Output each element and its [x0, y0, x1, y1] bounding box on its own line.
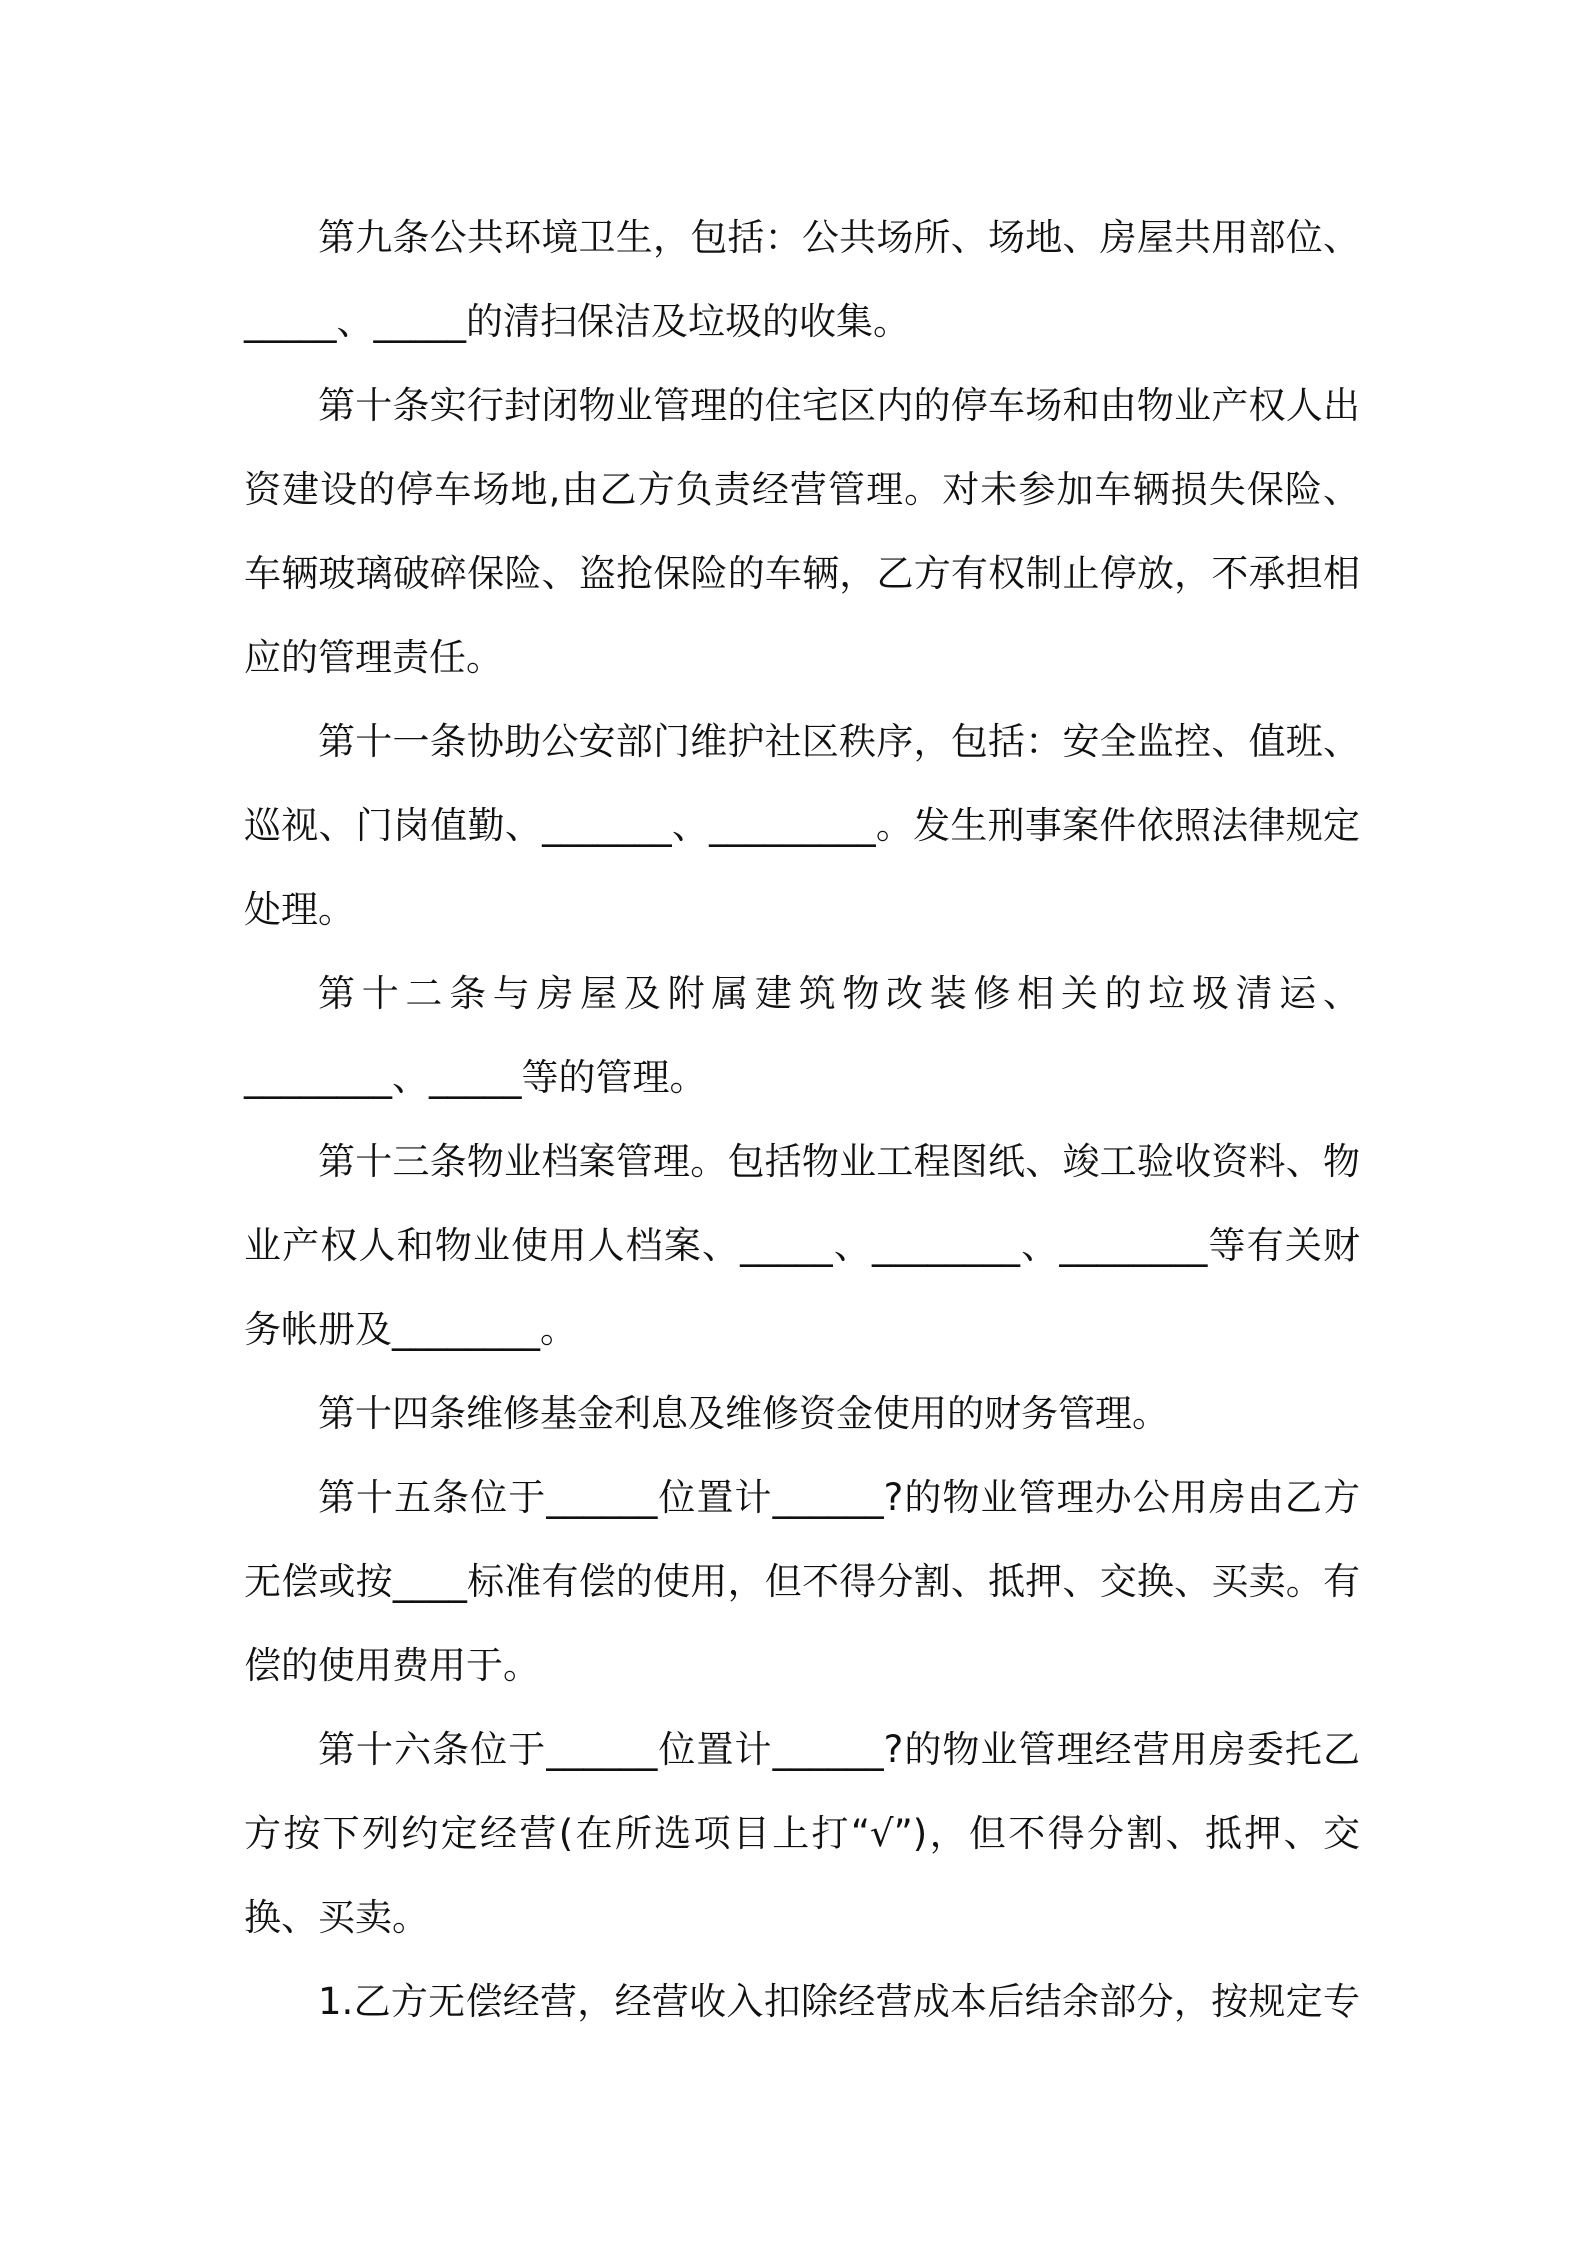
article-12-paragraph: 第十二条与房屋及附属建筑物改装修相关的垃圾清运、________、_____等的管理。: [244, 972, 1360, 1099]
article-14-paragraph: 第十四条维修基金利息及维修资金使用的财务管理。: [318, 1392, 1169, 1435]
article-16-paragraph: 第十六条位于______位置计______?的物业管理经营用房委托乙方按下列约定经营(在所选项目上打“√”)，但不得分割、抵押、交换、买卖。: [244, 1728, 1360, 1939]
article-10-paragraph: 第十条实行封闭物业管理的住宅区内的停车场和由物业产权人出资建设的停车场地,由乙方负责经营管理。对未参加车辆损失保险、车辆玻璃破碎保险、盗抢保险的车辆，乙方有权制止停放，不承担相应的管理责任。: [244, 384, 1360, 679]
article-13-paragraph: 第十三条物业档案管理。包括物业工程图纸、竣工验收资料、物业产权人和物业使用人档案、_____、________、________等有关财务帐册及________。: [244, 1140, 1360, 1351]
article-9-paragraph: 第九条公共环境卫生，包括：公共场所、场地、房屋共用部位、_____、_____的清扫保洁及垃圾的收集。: [244, 216, 1360, 343]
article-11-paragraph: 第十一条协助公安部门维护社区秩序，包括：安全监控、值班、巡视、门岗值勤、_______、_________。发生刑事案件依照法律规定处理。: [244, 720, 1360, 931]
document-body: [244, 196, 1360, 2044]
article-15-paragraph: 第十五条位于______位置计______?的物业管理办公用房由乙方无偿或按____标准有偿的使用，但不得分割、抵押、交换、买卖。有偿的使用费用于。: [244, 1476, 1360, 1687]
list-item-1-paragraph: 1.乙方无偿经营，经营收入扣除经营成本后结余部分，按规定专: [318, 1980, 1360, 2023]
